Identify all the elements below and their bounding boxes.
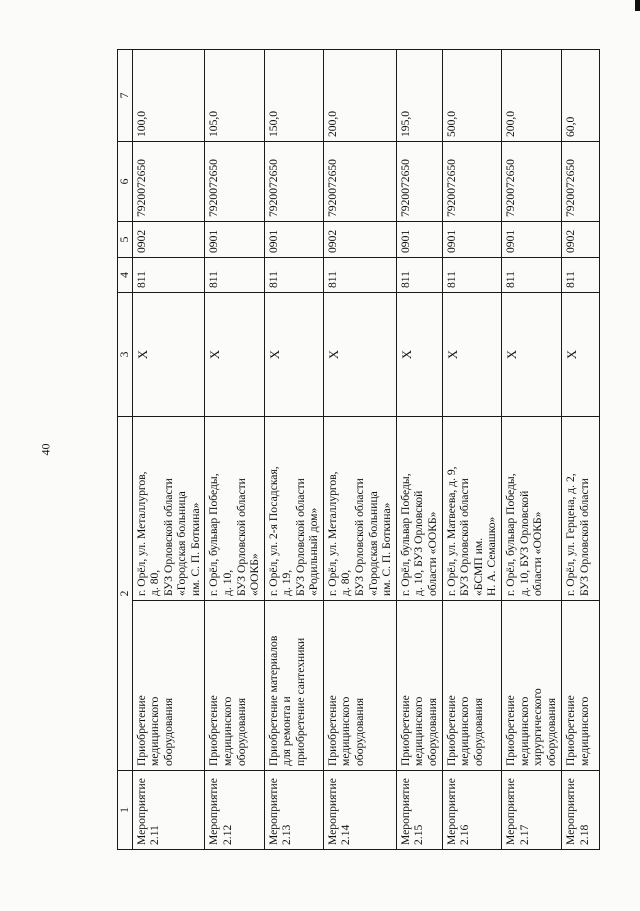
column-header-7: 7 (118, 49, 133, 141)
address-cell-line: г. Орёл, ул. 2-я Посадская, (266, 466, 280, 596)
rotated-page-content (117, 50, 591, 850)
event-name-cell-line: для ремонта и (280, 696, 294, 766)
code-811-cell: 811 (323, 257, 396, 292)
target-code-cell: 7920072650 (323, 141, 396, 221)
target-code-cell: 7920072650 (442, 141, 501, 221)
table-row (323, 49, 396, 849)
code-811-cell: 811 (264, 257, 323, 292)
event-name-cell-line: Приобретение (325, 695, 339, 766)
event-name-cell-line: оборудования (234, 697, 248, 766)
event-id-cell (501, 771, 561, 850)
address-cell-line: БУЗ Орловской области (293, 478, 307, 596)
event-id-cell-line: 2.15 (412, 824, 426, 845)
event-id-cell-line: Мероприятие (563, 778, 577, 845)
address-cell-line: «ООКБ» (248, 553, 262, 596)
column-header-4: 4 (118, 257, 133, 292)
amount-cell: 100,0 (132, 49, 205, 141)
address-cell (323, 416, 396, 600)
event-id-cell-line: Мероприятие (503, 778, 517, 845)
section-code-cell: 0901 (501, 221, 561, 257)
address-cell-line: БУЗ Орловской области (353, 478, 366, 596)
event-id-cell (264, 771, 323, 850)
address-cell-line: г. Орёл, ул. Матвеева, д. 9, (444, 466, 458, 596)
address-cell-line: д. 10, БУЗ Орловской (412, 490, 426, 596)
address-cell-line: области «ООКБ» (425, 511, 439, 596)
event-id-cell (205, 771, 264, 850)
address-cell-line: Н. А. Семашко» (485, 516, 499, 596)
address-cell-line: г. Орёл, бульвар Победы, (503, 473, 517, 596)
event-name-cell-line: Приобретение материалов (266, 635, 280, 766)
event-name-cell-line: приобретение сантехники (293, 637, 307, 766)
event-name-cell-line: хирургического (531, 688, 545, 766)
amount-cell: 500,0 (442, 49, 501, 141)
address-cell-line: д. 10, БУЗ Орловской (517, 490, 531, 596)
table-row (442, 49, 501, 849)
x-mark-cell: X (205, 292, 264, 416)
amount-cell: 105,0 (205, 49, 264, 141)
x-mark-cell: X (442, 292, 501, 416)
target-code-cell: 7920072650 (396, 141, 442, 221)
amount-cell: 60,0 (561, 49, 599, 141)
column-header-5: 5 (118, 221, 133, 257)
target-code-cell: 7920072650 (132, 141, 205, 221)
amount-cell: 150,0 (264, 49, 323, 141)
address-cell-line: БУЗ Орловской области (161, 478, 175, 596)
event-id-cell-line: 2.14 (339, 824, 353, 845)
column-header-3: 3 (118, 292, 133, 416)
address-cell-line: д. 80, (339, 569, 353, 596)
section-code-cell: 0901 (205, 221, 264, 257)
event-name-cell-line: Приобретение (444, 695, 458, 766)
event-name-cell (561, 601, 599, 771)
budget-table (117, 49, 600, 850)
x-mark-cell: X (501, 292, 561, 416)
event-id-cell-line: Мероприятие (398, 778, 412, 845)
event-name-cell-line: оборудования (471, 697, 485, 766)
code-811-cell: 811 (205, 257, 264, 292)
event-id-cell-line: 2.17 (517, 824, 531, 845)
address-cell-line: им. С. П. Боткина» (188, 502, 202, 596)
table-row (264, 49, 323, 849)
address-cell-line: «БСМП им. (471, 537, 485, 596)
section-code-cell: 0901 (396, 221, 442, 257)
event-name-cell (396, 601, 442, 771)
address-cell (442, 416, 501, 600)
address-cell (501, 416, 561, 600)
target-code-cell: 7920072650 (205, 141, 264, 221)
code-811-cell: 811 (561, 257, 599, 292)
event-name-cell (323, 601, 396, 771)
address-cell (396, 416, 442, 600)
address-cell-line: БУЗ Орловской области (577, 478, 591, 596)
table-row (205, 49, 264, 849)
table-row (132, 49, 205, 849)
event-id-cell-line: 2.11 (148, 825, 162, 845)
event-name-cell-line: медицинского (412, 696, 426, 766)
section-code-cell: 0901 (264, 221, 323, 257)
event-name-cell-line: медицинского (339, 696, 353, 766)
code-811-cell: 811 (132, 257, 205, 292)
section-code-cell: 0902 (323, 221, 396, 257)
event-id-cell-line: Мероприятие (207, 778, 221, 845)
event-id-cell (132, 771, 205, 850)
event-name-cell-line: оборудования (425, 697, 439, 766)
address-cell-line: г. Орёл, бульвар Победы, (398, 473, 412, 596)
address-cell-line: им. С. П. Боткина» (380, 502, 394, 596)
event-name-cell (205, 601, 264, 771)
amount-cell: 195,0 (396, 49, 442, 141)
x-mark-cell: X (396, 292, 442, 416)
page-number: 40 (38, 443, 53, 456)
event-id-cell-line: Мероприятие (134, 778, 148, 845)
event-id-cell-line: 2.18 (577, 824, 591, 845)
address-cell-line: «Городская больница (175, 491, 189, 596)
event-name-cell-line: Приобретение (398, 695, 412, 766)
amount-cell: 200,0 (323, 49, 396, 141)
address-cell-line: БУЗ Орловской области (458, 478, 472, 596)
scan-corner-mark (635, 0, 640, 11)
address-cell-line: г. Орёл, ул. Металлургов, (134, 471, 148, 596)
address-cell (264, 416, 323, 600)
address-cell (205, 416, 264, 600)
event-name-cell-line: оборудования (353, 697, 366, 766)
table-body (118, 49, 600, 849)
address-cell-line: г. Орёл, ул. Герцена, д. 2, (563, 473, 577, 596)
event-name-cell-line: медицинского (220, 696, 234, 766)
event-id-cell-line: 2.16 (458, 824, 472, 845)
table-row (501, 49, 561, 849)
address-cell (561, 416, 599, 600)
address-cell-line: «Родильный дом» (307, 507, 321, 596)
address-cell-line: д. 80, (148, 569, 162, 596)
table-row (561, 49, 599, 849)
section-code-cell: 0902 (132, 221, 205, 257)
address-cell (132, 416, 205, 600)
address-cell-line: д. 19, (280, 569, 294, 596)
code-811-cell: 811 (442, 257, 501, 292)
address-cell-line: области «ООКБ» (531, 511, 545, 596)
event-id-cell-line: 2.12 (220, 824, 234, 845)
address-cell-line: д. 10, (220, 569, 234, 596)
address-cell-line: г. Орёл, ул. Металлургов, (325, 471, 339, 596)
address-cell-line: г. Орёл, бульвар Победы, (207, 473, 221, 596)
amount-cell: 200,0 (501, 49, 561, 141)
x-mark-cell: X (132, 292, 205, 416)
column-header-6: 6 (118, 141, 133, 221)
event-name-cell-line: Приобретение (503, 695, 517, 766)
code-811-cell: 811 (396, 257, 442, 292)
event-name-cell-line: Приобретение (563, 695, 577, 766)
table-frame (117, 50, 591, 850)
x-mark-cell: X (323, 292, 396, 416)
event-name-cell-line: медицинского (577, 696, 591, 766)
event-id-cell (396, 771, 442, 850)
table-header-row (118, 49, 133, 849)
event-id-cell-line: Мероприятие (444, 778, 458, 845)
event-name-cell-line: оборудования (544, 697, 558, 766)
event-name-cell (501, 601, 561, 771)
section-code-cell: 0902 (561, 221, 599, 257)
code-811-cell: 811 (501, 257, 561, 292)
column-header-1: 1 (118, 771, 133, 850)
event-id-cell-line: Мероприятие (266, 778, 280, 845)
event-name-cell-line: медицинского (517, 696, 531, 766)
target-code-cell: 7920072650 (561, 141, 599, 221)
event-name-cell-line: оборудования (161, 697, 175, 766)
event-id-cell (323, 771, 396, 850)
event-id-cell (442, 771, 501, 850)
event-name-cell (264, 601, 323, 771)
event-name-cell (132, 601, 205, 771)
x-mark-cell: X (264, 292, 323, 416)
target-code-cell: 7920072650 (264, 141, 323, 221)
event-name-cell-line: Приобретение (207, 695, 221, 766)
address-cell-line: «Городская больница (366, 491, 380, 596)
event-id-cell-line: Мероприятие (325, 778, 339, 845)
target-code-cell: 7920072650 (501, 141, 561, 221)
address-cell-line: БУЗ Орловской области (234, 478, 248, 596)
column-header-2: 2 (118, 416, 133, 770)
event-name-cell-line: медицинского (458, 696, 472, 766)
section-code-cell: 0901 (442, 221, 501, 257)
event-name-cell-line: медицинского (148, 696, 162, 766)
event-name-cell (442, 601, 501, 771)
x-mark-cell: X (561, 292, 599, 416)
table-row (396, 49, 442, 849)
event-id-cell-line: 2.13 (280, 824, 294, 845)
event-id-cell (561, 771, 599, 850)
event-name-cell-line: Приобретение (134, 695, 148, 766)
